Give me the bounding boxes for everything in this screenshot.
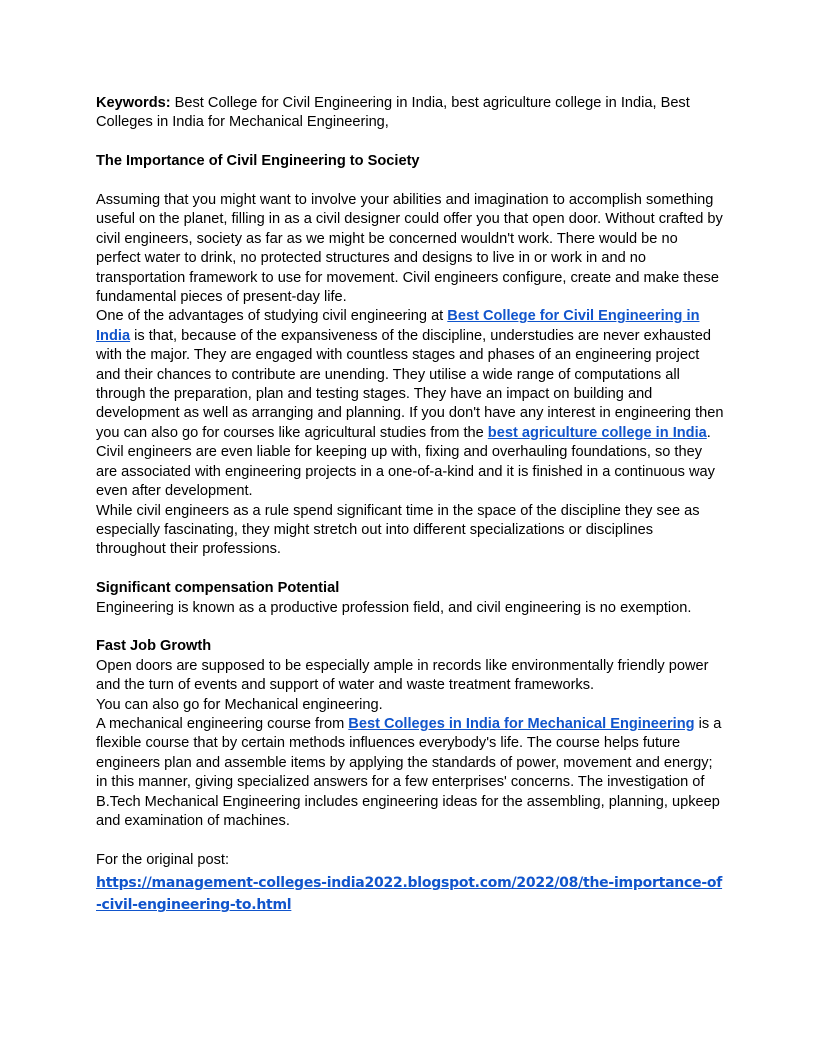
heading-compensation-text: Significant compensation Potential [96, 580, 340, 597]
advantages-text-end: . [706, 424, 711, 441]
liable-paragraph: Civil engineers are even liable for keeping up with, fixing and overhauling foundations, so they are associated with engineering projects in a one-of-a-kind and it is finished in a continuous way even after development. [96, 444, 715, 500]
mechanical-text-end: is a flexible course that by certain methods influences everybody's life. The course helps future engineers plan and assemble items by applying the standards of power, movement and energy; in this manner, giving specialized answers for a few enterprises' concerns. The investigation of B.Tech Mechanical Engineering includes engineering ideas for the assembling, planning, upkeep and examination of machines. [96, 715, 722, 829]
original-post-url-line [96, 872, 724, 916]
compensation-paragraph: Engineering is known as a productive profession field, and civil engineering is no exemption. [96, 599, 692, 616]
keywords-text: Best College for Civil Engineering in India, best agriculture college in India, Best Colleges in India for Mechanical Engineering, [96, 95, 690, 131]
document-page [96, 94, 724, 916]
advantages-text-start: One of the advantages of studying civil engineering at [96, 308, 448, 325]
spacer [96, 618, 724, 637]
civil-college-link[interactable]: Best College for Civil Engineering in India [96, 308, 700, 344]
heading-civil-importance [96, 152, 724, 171]
spacer [96, 133, 724, 152]
growth-paragraph: Open doors are supposed to be especially ample in records like environmentally friendly power and the turn of events and support of water and waste treatment frameworks. [96, 657, 709, 694]
mechanical-intro-paragraph: You can also go for Mechanical engineering. [96, 696, 383, 713]
mechanical-college-link[interactable]: Best Colleges in India for Mechanical Engineering [348, 715, 695, 732]
advantages-text-middle: is that, because of the expansiveness of the discipline, understudies are never exhausted with the major. They are engaged with countless stages and phases of an engineering project and their chances to contribute are unending. They utilise a wide range of computations all through the preparation, plan and testing stages. They have an impact on building and development as well as arranging and planning. If you don't have any interest in engineering then you can also go for courses like agricultural studies from the [96, 327, 724, 441]
heading-job-growth [96, 637, 724, 656]
agriculture-college-link[interactable]: best agriculture college in India [487, 424, 707, 441]
original-post-link[interactable]: https://management-colleges-india2022.blogspot.com/2022/08/the-importance-of-civil-engineering-to.html [96, 875, 723, 914]
original-post-label: For the original post: [96, 851, 230, 868]
mechanical-text-start: A mechanical engineering course from [96, 715, 349, 732]
intro-paragraph: Assuming that you might want to involve your abilities and imagination to accomplish something useful on the planet, filling in as a civil designer could offer you that open door. Without crafted by civil engineers, society as far as we might be concerned wouldn't work. There would be no perfect water to drink, no protected structures and designs to live in or work in and no transportation framework to use for movement. Civil engineers configure, create and make these fundamental pieces of present-day life. [96, 192, 723, 306]
spacer [96, 172, 724, 191]
keywords-paragraph [96, 94, 724, 133]
spacer [96, 560, 724, 579]
heading-civil-text: The Importance of Civil Engineering to Society [96, 153, 420, 170]
keywords-label: Keywords: [96, 95, 171, 111]
heading-compensation [96, 579, 724, 598]
heading-job-growth-text: Fast Job Growth [96, 638, 212, 655]
spacer [96, 831, 724, 850]
specialization-paragraph: While civil engineers as a rule spend significant time in the space of the discipline they see as especially fascinating, they might stretch out into different specializations or disciplines throughout their professions. [96, 502, 700, 558]
mechanical-paragraph [96, 715, 724, 831]
advantages-paragraph [96, 307, 724, 443]
